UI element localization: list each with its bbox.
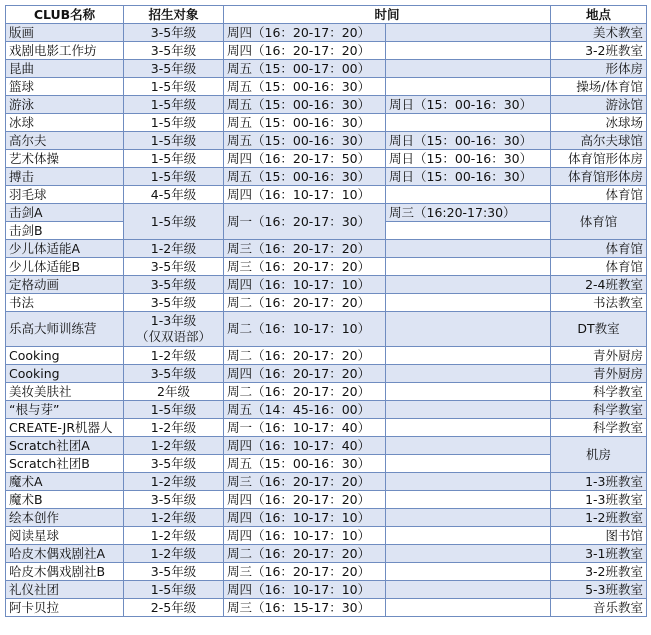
time-secondary — [386, 509, 551, 527]
time-primary: 周四（16：10-17：10） — [224, 186, 386, 204]
table-row — [6, 150, 647, 168]
club-name: 乐高大师训练营 — [6, 312, 124, 347]
time-secondary — [386, 599, 551, 617]
time-primary: 周五（14：45-16：00） — [224, 401, 386, 419]
time-secondary: 周三（16:20-17:30） — [386, 204, 551, 222]
club-name: 搏击 — [6, 168, 124, 186]
time-secondary — [386, 222, 551, 240]
grade: 3-5年级 — [124, 294, 224, 312]
time-secondary — [386, 581, 551, 599]
time-secondary — [386, 258, 551, 276]
place: 1-2班教室 — [551, 509, 647, 527]
table-row — [6, 276, 647, 294]
club-name: CREATE-JR机器人 — [6, 419, 124, 437]
table-row — [6, 42, 647, 60]
header-row — [6, 6, 647, 24]
club-name: 魔术A — [6, 473, 124, 491]
grade: 1-2年级 — [124, 419, 224, 437]
table-row — [6, 365, 647, 383]
grade: 1-5年级 — [124, 581, 224, 599]
place: 1-3班教室 — [551, 473, 647, 491]
time-secondary — [386, 186, 551, 204]
time-primary: 周四（16：20-17：20） — [224, 24, 386, 42]
time-primary: 周二（16：20-17：20） — [224, 383, 386, 401]
club-name: 少儿体适能A — [6, 240, 124, 258]
grade: 1-2年级 — [124, 347, 224, 365]
club-name: 阿卡贝拉 — [6, 599, 124, 617]
place: 青外厨房 — [551, 365, 647, 383]
place: 美术教室 — [551, 24, 647, 42]
club-name: 艺术体操 — [6, 150, 124, 168]
time-secondary: 周日（15：00-16：30） — [386, 96, 551, 114]
time-primary: 周三（16：15-17：30） — [224, 599, 386, 617]
grade: 3-5年级 — [124, 491, 224, 509]
time-primary: 周四（16：10-17：10） — [224, 581, 386, 599]
time-primary: 周五（15：00-16：30） — [224, 168, 386, 186]
header-club-name: CLUB名称 — [6, 6, 124, 24]
grade: 2-5年级 — [124, 599, 224, 617]
time-primary: 周三（16：20-17：20） — [224, 473, 386, 491]
time-secondary: 周日（15：00-16：30） — [386, 132, 551, 150]
grade: 1-2年级 — [124, 473, 224, 491]
time-secondary — [386, 563, 551, 581]
place: 游泳馆 — [551, 96, 647, 114]
place: 冰球场 — [551, 114, 647, 132]
grade: 1-2年级 — [124, 509, 224, 527]
table-row — [6, 491, 647, 509]
time-primary: 周三（16：20-17：20） — [224, 258, 386, 276]
time-secondary — [386, 42, 551, 60]
place: 3-2班教室 — [551, 563, 647, 581]
time-secondary — [386, 24, 551, 42]
grade: 3-5年级 — [124, 60, 224, 78]
table-row — [6, 258, 647, 276]
time-primary: 周二（16：10-17：10） — [224, 312, 386, 347]
place: 体育馆形体房 — [551, 150, 647, 168]
table-row — [6, 563, 647, 581]
table-row — [6, 383, 647, 401]
time-primary: 周四（16：20-17：20） — [224, 42, 386, 60]
club-name: 版画 — [6, 24, 124, 42]
club-table — [5, 5, 647, 617]
table-row — [6, 168, 647, 186]
place: 3-1班教室 — [551, 545, 647, 563]
place: 青外厨房 — [551, 347, 647, 365]
club-schedule — [5, 5, 647, 617]
grade: 3-5年级 — [124, 455, 224, 473]
club-name: 美妆美肤社 — [6, 383, 124, 401]
time-primary: 周五（15：00-16：30） — [224, 132, 386, 150]
time-primary: 周二（16：20-17：20） — [224, 294, 386, 312]
time-primary: 周五（15：00-17：00） — [224, 60, 386, 78]
grade: 3-5年级 — [124, 365, 224, 383]
place: 操场/体育馆 — [551, 78, 647, 96]
club-name: 绘本创作 — [6, 509, 124, 527]
club-name: 阅读星球 — [6, 527, 124, 545]
grade: 3-5年级 — [124, 24, 224, 42]
grade: 1-3年级 — [150, 313, 197, 328]
grade-cell — [124, 312, 224, 347]
place: 5-3班教室 — [551, 581, 647, 599]
table-row — [6, 419, 647, 437]
grade: 3-5年级 — [124, 42, 224, 60]
place: 体育馆形体房 — [551, 168, 647, 186]
table-row — [6, 132, 647, 150]
club-name: 魔术B — [6, 491, 124, 509]
time-primary: 周四（16：10-17：40） — [224, 437, 386, 455]
time-secondary — [386, 401, 551, 419]
table-row — [6, 509, 647, 527]
time-secondary — [386, 347, 551, 365]
time-secondary — [386, 60, 551, 78]
table-row — [6, 473, 647, 491]
time-primary: 周三（16：20-17：20） — [224, 240, 386, 258]
header-grade: 招生对象 — [124, 6, 224, 24]
table-row — [6, 455, 647, 473]
club-name: “根与芽” — [6, 401, 124, 419]
club-name: 击剑B — [6, 222, 124, 240]
table-row — [6, 240, 647, 258]
grade: 1-5年级 — [124, 401, 224, 419]
club-name: 书法 — [6, 294, 124, 312]
grade: 1-5年级 — [124, 96, 224, 114]
place: 体育馆 — [551, 186, 647, 204]
grade: 1-5年级 — [124, 150, 224, 168]
time-primary: 周二（16：20-17：20） — [224, 347, 386, 365]
grade: 1-2年级 — [124, 545, 224, 563]
time-secondary — [386, 114, 551, 132]
time-primary: 周四（16：20-17：50） — [224, 150, 386, 168]
place: 科学教室 — [551, 383, 647, 401]
table-row — [6, 114, 647, 132]
time-secondary — [386, 276, 551, 294]
time-primary: 周五（15：00-16：30） — [224, 78, 386, 96]
time-secondary — [386, 383, 551, 401]
club-name: 礼仪社团 — [6, 581, 124, 599]
club-name: 篮球 — [6, 78, 124, 96]
club-name: Cooking — [6, 365, 124, 383]
time-primary: 周五（15：00-16：30） — [224, 455, 386, 473]
place: 1-3班教室 — [551, 491, 647, 509]
time-secondary — [386, 491, 551, 509]
place: 体育馆 — [551, 240, 647, 258]
table-row — [6, 312, 647, 347]
table-row — [6, 527, 647, 545]
place: 机房 — [551, 437, 647, 473]
club-name: 冰球 — [6, 114, 124, 132]
club-name: 高尔夫 — [6, 132, 124, 150]
table-row — [6, 60, 647, 78]
header-place: 地点 — [551, 6, 647, 24]
grade: 1-5年级 — [124, 132, 224, 150]
header-time: 时间 — [224, 6, 551, 24]
grade: 1-5年级 — [124, 168, 224, 186]
table-row — [6, 437, 647, 455]
place: DT教室 — [551, 312, 647, 347]
place: 体育馆 — [551, 258, 647, 276]
grade: 2年级 — [124, 383, 224, 401]
time-secondary — [386, 527, 551, 545]
grade: 1-5年级 — [124, 114, 224, 132]
club-name: 定格动画 — [6, 276, 124, 294]
time-primary: 周五（15：00-16：30） — [224, 96, 386, 114]
time-primary: 周四（16：20-17：20） — [224, 365, 386, 383]
table-row — [6, 294, 647, 312]
grade: 1-2年级 — [124, 527, 224, 545]
club-name: 少儿体适能B — [6, 258, 124, 276]
time-secondary — [386, 473, 551, 491]
time-secondary — [386, 545, 551, 563]
club-name: Scratch社团B — [6, 455, 124, 473]
grade: 3-5年级 — [124, 258, 224, 276]
grade-note: （仅双语部） — [135, 329, 211, 344]
club-name: 羽毛球 — [6, 186, 124, 204]
table-row — [6, 401, 647, 419]
place: 2-4班教室 — [551, 276, 647, 294]
club-name: 昆曲 — [6, 60, 124, 78]
club-name: 游泳 — [6, 96, 124, 114]
club-name: 击剑A — [6, 204, 124, 222]
time-primary: 周三（16：20-17：20） — [224, 563, 386, 581]
club-name: 哈皮木偶戏剧社A — [6, 545, 124, 563]
place: 科学教室 — [551, 419, 647, 437]
grade: 1-5年级 — [124, 78, 224, 96]
place: 图书馆 — [551, 527, 647, 545]
time-primary: 周一（16：10-17：40） — [224, 419, 386, 437]
grade: 1-5年级 — [124, 204, 224, 240]
time-secondary — [386, 78, 551, 96]
time-secondary — [386, 240, 551, 258]
place: 高尔夫球馆 — [551, 132, 647, 150]
club-name: 哈皮木偶戏剧社B — [6, 563, 124, 581]
grade: 3-5年级 — [124, 276, 224, 294]
time-primary: 周五（15：00-16：30） — [224, 114, 386, 132]
time-secondary — [386, 294, 551, 312]
time-secondary: 周日（15：00-16：30） — [386, 150, 551, 168]
grade: 1-2年级 — [124, 240, 224, 258]
time-secondary: 周日（15：00-16：30） — [386, 168, 551, 186]
table-row — [6, 545, 647, 563]
club-name: Cooking — [6, 347, 124, 365]
time-secondary — [386, 419, 551, 437]
table-row — [6, 204, 647, 222]
table-row — [6, 186, 647, 204]
place: 音乐教室 — [551, 599, 647, 617]
time-primary: 周二（16：20-17：20） — [224, 545, 386, 563]
time-primary: 周一（16：20-17：30） — [224, 204, 386, 240]
place: 科学教室 — [551, 401, 647, 419]
grade: 3-5年级 — [124, 563, 224, 581]
grade: 1-2年级 — [124, 437, 224, 455]
time-primary: 周四（16：10-17：10） — [224, 276, 386, 294]
table-row — [6, 599, 647, 617]
grade: 4-5年级 — [124, 186, 224, 204]
place: 形体房 — [551, 60, 647, 78]
table-row — [6, 96, 647, 114]
place: 3-2班教室 — [551, 42, 647, 60]
club-name: Scratch社团A — [6, 437, 124, 455]
time-secondary — [386, 365, 551, 383]
table-row — [6, 78, 647, 96]
time-secondary — [386, 455, 551, 473]
time-primary: 周四（16：10-17：10） — [224, 509, 386, 527]
time-secondary — [386, 437, 551, 455]
time-secondary — [386, 312, 551, 347]
place: 体育馆 — [551, 204, 647, 240]
table-row — [6, 347, 647, 365]
place: 书法教室 — [551, 294, 647, 312]
table-row — [6, 581, 647, 599]
time-primary: 周四（16：10-17：10） — [224, 527, 386, 545]
time-primary: 周四（16：20-17：20） — [224, 491, 386, 509]
club-name: 戏剧电影工作坊 — [6, 42, 124, 60]
table-row — [6, 24, 647, 42]
